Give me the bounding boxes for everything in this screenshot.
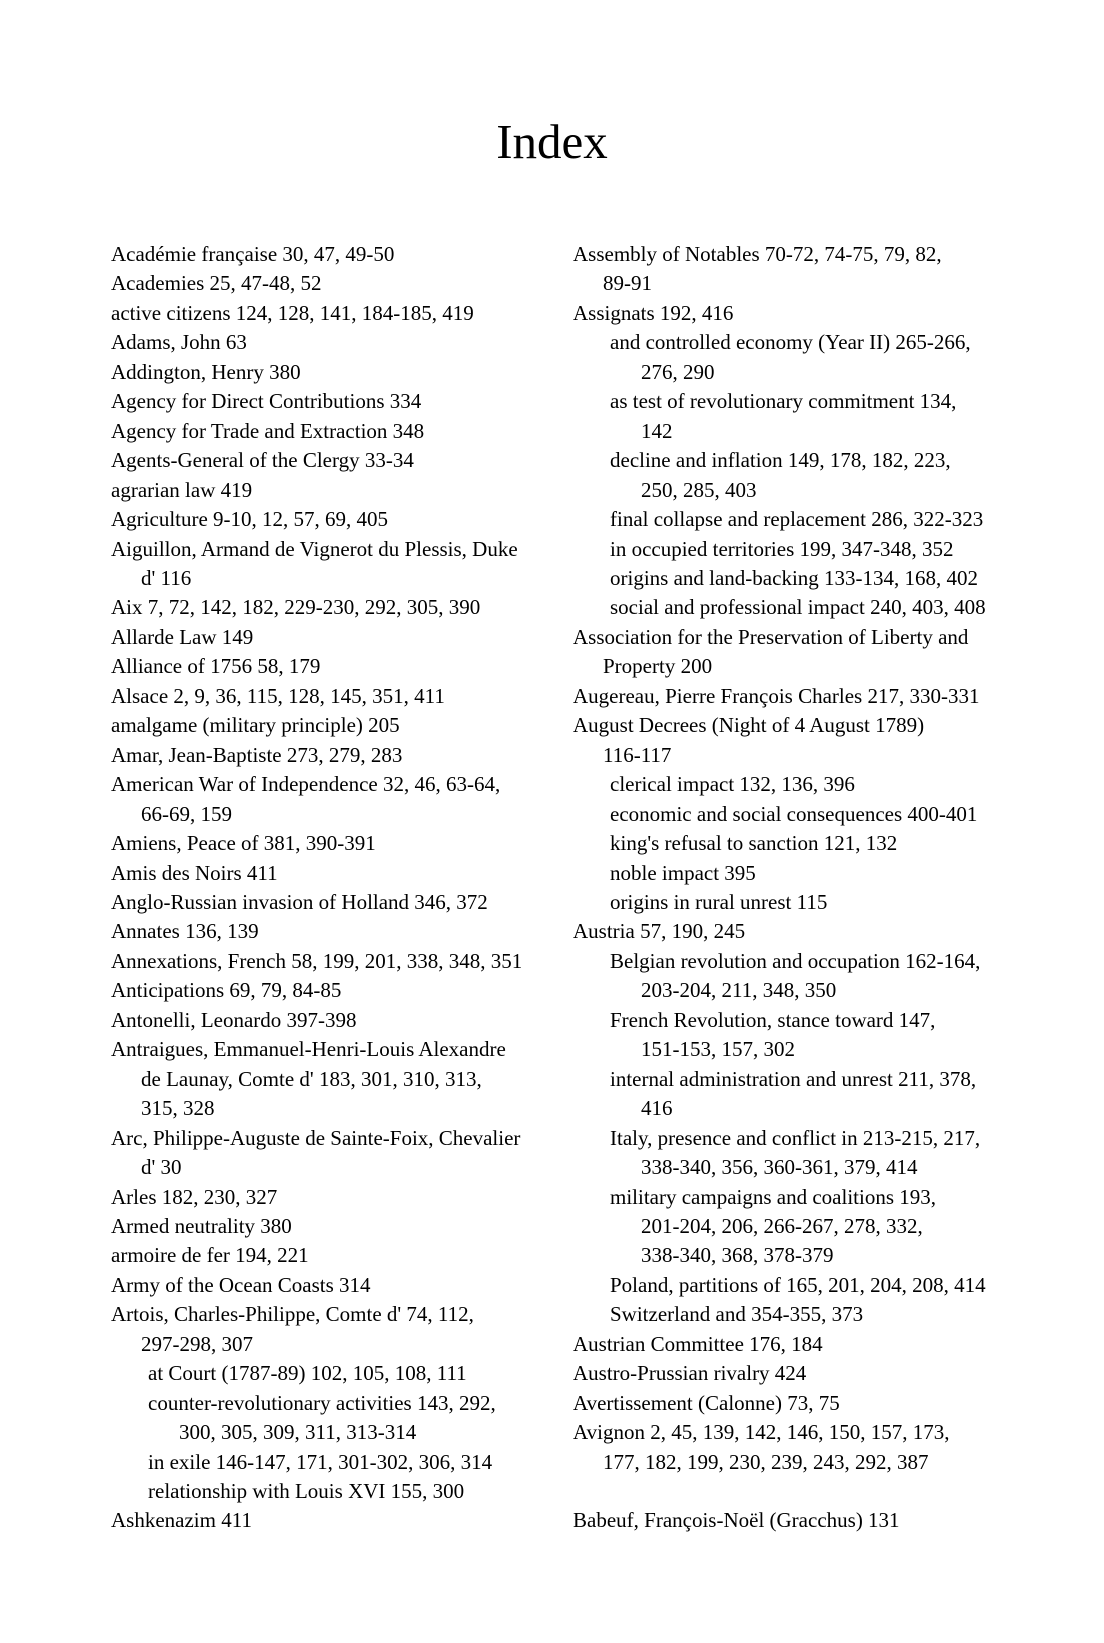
index-entry-line: Allarde Law 149 [111,624,254,649]
index-entry-line: Arc, Philippe-Auguste de Sainte-Foix, Chevalier [111,1125,521,1150]
index-entry-line: Académie française 30, 47, 49-50 [111,242,395,266]
index-entry-line: Austrian Committee 176, 184 [573,1331,823,1356]
index-entry-line: Assembly of Notables 70-72, 74-75, 79, 82, [573,242,942,266]
index-subentry-line: in exile 146-147, 171, 301-302, 306, 314 [148,1449,493,1474]
index-column-left [111,240,566,1536]
index-entry-line: Alliance of 1756 58, 179 [111,654,321,679]
index-entry-line: Annexations, French 58, 199, 201, 338, 348, 351 [111,948,523,973]
index-entry-line: Adams, John 63 [111,330,247,355]
index-entry-line: Amiens, Peace of 381, 390-391 [111,831,376,856]
index-entry-line: Antraigues, Emmanuel-Henri-Louis Alexandre [111,1037,506,1062]
section-gap [573,1477,1043,1506]
index-subentry-line: origins and land-backing 133-134, 168, 402 [610,565,979,590]
index-entry-continuation: 116-117 [603,742,672,767]
index-entry-line: Anglo-Russian invasion of Holland 346, 372 [111,889,488,914]
index-subentry-continuation: 250, 285, 403 [641,477,757,502]
index-entry-continuation: Property 200 [603,654,713,679]
index-entry-line: August Decrees (Night of 4 August 1789) [573,713,925,738]
index-entry-line: Agency for Trade and Extraction 348 [111,418,425,443]
index-entry-line: Ashkenazim 411 [111,1508,252,1533]
index-subentry-line: relationship with Louis XVI 155, 300 [148,1479,465,1504]
index-entry-line: Anticipations 69, 79, 84-85 [111,978,342,1003]
index-entry-line: Austria 57, 190, 245 [573,919,746,944]
index-subentry-line: social and professional impact 240, 403, 408 [610,595,986,620]
index-entry-line: Augereau, Pierre François Charles 217, 330-331 [573,683,980,708]
index-subentry-continuation: 338-340, 356, 360-361, 379, 414 [641,1155,918,1180]
index-entry-line: Austro-Prussian rivalry 424 [573,1361,807,1386]
index-subentry-line: Switzerland and 354-355, 373 [610,1302,864,1327]
index-subentry-continuation: 276, 290 [641,359,715,384]
index-entry-line: active citizens 124, 128, 141, 184-185, 419 [111,300,474,325]
index-entry-line: Amis des Noirs 411 [111,860,278,885]
index-entry-continuation: d' 30 [141,1155,182,1180]
index-subentry-continuation: 151-153, 157, 302 [641,1037,795,1062]
index-entry-line: Antonelli, Leonardo 397-398 [111,1007,357,1032]
index-entry-continuation: 66-69, 159 [141,801,232,826]
index-subentry-line: counter-revolutionary activities 143, 292, [148,1390,496,1415]
index-entry-line: Association for the Preservation of Liberty and [573,624,969,649]
index-subentry-line: internal administration and unrest 211, 378, [610,1066,977,1091]
index-entry-line: Aix 7, 72, 142, 182, 229-230, 292, 305, 390 [111,595,481,620]
index-entry-line: Amar, Jean-Baptiste 273, 279, 283 [111,742,403,767]
page-title: Index [496,114,608,169]
index-subentry-line: origins in rural unrest 115 [610,889,828,914]
index-subentry-line: economic and social consequences 400-401 [610,801,978,826]
index-subentry-line: French Revolution, stance toward 147, [610,1007,936,1032]
index-entry-line: Agency for Direct Contributions 334 [111,389,422,414]
index-subentry-continuation: 338-340, 368, 378-379 [641,1243,834,1268]
index-subentry-continuation: 300, 305, 309, 311, 313-314 [179,1420,417,1445]
index-entry-line: Agents-General of the Clergy 33-34 [111,448,414,473]
index-entry-line: armoire de fer 194, 221 [111,1243,309,1268]
index-entry-continuation: 177, 182, 199, 230, 239, 243, 292, 387 [603,1449,929,1474]
index-subentry-continuation: 416 [641,1096,673,1121]
index-entry-continuation: 89-91 [603,271,652,296]
index-subentry-line: clerical impact 132, 136, 396 [610,772,855,797]
index-entry-continuation: de Launay, Comte d' 183, 301, 310, 313, [141,1066,482,1091]
index-subentry-line: Italy, presence and conflict in 213-215, 217, [610,1125,981,1150]
index-entry-line: Alsace 2, 9, 36, 115, 128, 145, 351, 411 [111,683,445,708]
index-subentry-line: final collapse and replacement 286, 322-323 [610,507,984,532]
index-subentry-line: noble impact 395 [610,860,756,885]
index-entry-continuation: 315, 328 [141,1096,215,1121]
index-subentry-line: king's refusal to sanction 121, 132 [610,831,898,856]
index-entry-line: amalgame (military principle) 205 [111,713,400,738]
index-entry-line: Assignats 192, 416 [573,300,734,325]
index-entry-line: Academies 25, 47-48, 52 [111,271,322,296]
index-entry-continuation: d' 116 [141,565,192,590]
index-subentry-continuation: 142 [641,418,673,443]
index-column-right [573,240,1043,1536]
index-entry-line: Aiguillon, Armand de Vignerot du Plessis, Duke [111,536,518,561]
index-entry-line: Babeuf, François-Noël (Gracchus) 131 [573,1508,900,1533]
index-subentry-line: Poland, partitions of 165, 201, 204, 208, 414 [610,1272,986,1297]
index-entry-line: Armed neutrality 380 [111,1213,292,1238]
index-subentry-continuation: 203-204, 211, 348, 350 [641,978,837,1003]
index-entry-line: Artois, Charles-Philippe, Comte d' 74, 112, [111,1302,474,1327]
index-entry-line: American War of Independence 32, 46, 63-64, [111,772,501,797]
index-entry-line: Army of the Ocean Coasts 314 [111,1272,371,1297]
index-subentry-line: decline and inflation 149, 178, 182, 223, [610,448,951,473]
index-entry-line: agrarian law 419 [111,477,253,502]
index-entry-line: Annates 136, 139 [111,919,259,944]
index-subentry-line: in occupied territories 199, 347-348, 352 [610,536,954,561]
index-entry-line: Avignon 2, 45, 139, 142, 146, 150, 157, 173, [573,1420,950,1445]
index-entry-line: Avertissement (Calonne) 73, 75 [573,1390,840,1415]
index-subentry-line: as test of revolutionary commitment 134, [610,389,957,414]
index-subentry-line: at Court (1787-89) 102, 105, 108, 111 [148,1361,467,1386]
index-entry-continuation: 297-298, 307 [141,1331,253,1356]
index-subentry-continuation: 201-204, 206, 266-267, 278, 332, [641,1213,923,1238]
index-entry-line: Addington, Henry 380 [111,359,301,384]
index-subentry-line: Belgian revolution and occupation 162-164, [610,948,981,973]
index-entry-line: Agriculture 9-10, 12, 57, 69, 405 [111,507,389,532]
index-subentry-line: military campaigns and coalitions 193, [610,1184,937,1209]
index-subentry-line: and controlled economy (Year II) 265-266, [610,330,971,355]
index-entry-line: Arles 182, 230, 327 [111,1184,278,1209]
